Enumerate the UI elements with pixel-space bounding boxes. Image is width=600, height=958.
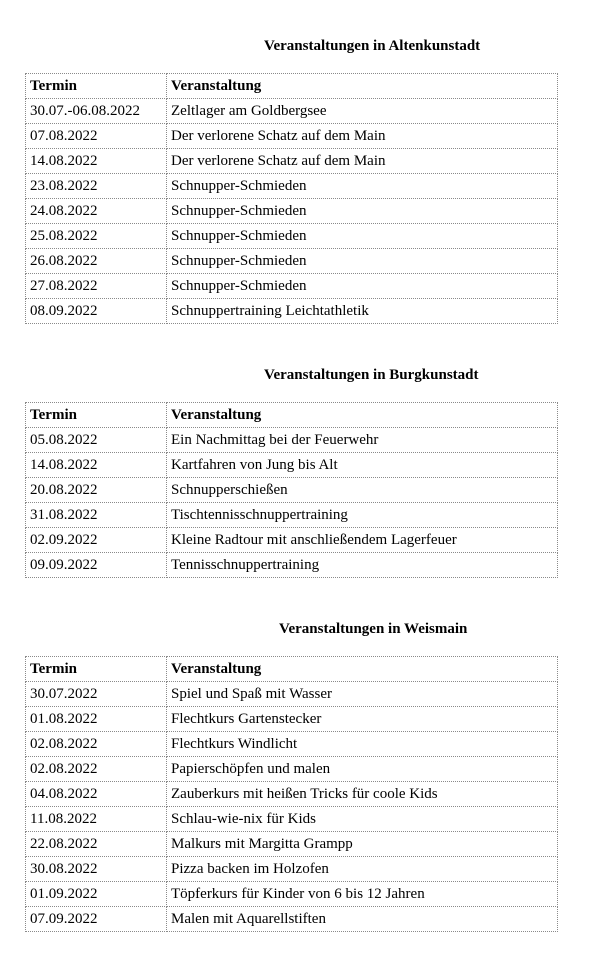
table-row [26, 732, 558, 757]
table-row [26, 882, 558, 907]
table-row [26, 249, 558, 274]
table-row [26, 528, 558, 553]
veranstaltung-cell: Tennisschnuppertraining [167, 553, 558, 578]
veranstaltung-cell: Kartfahren von Jung bis Alt [167, 453, 558, 478]
section-title: Veranstaltungen in Burgkunstadt [264, 367, 479, 383]
header-veranstaltung: Veranstaltung [167, 74, 558, 99]
veranstaltung-cell: Ein Nachmittag bei der Feuerwehr [167, 428, 558, 453]
veranstaltung-cell: Spiel und Spaß mit Wasser [167, 682, 558, 707]
table-row [26, 428, 558, 453]
veranstaltung-cell: Papierschöpfen und malen [167, 757, 558, 782]
veranstaltung-cell: Flechtkurs Gartenstecker [167, 707, 558, 732]
header-termin: Termin [26, 74, 167, 99]
termin-cell: 02.09.2022 [26, 528, 167, 553]
termin-cell: 27.08.2022 [26, 274, 167, 299]
veranstaltung-cell: Malen mit Aquarellstiften [167, 907, 558, 932]
veranstaltung-cell: Schnupperschießen [167, 478, 558, 503]
table-row [26, 224, 558, 249]
table-row [26, 149, 558, 174]
termin-cell: 01.09.2022 [26, 882, 167, 907]
table-row [26, 174, 558, 199]
termin-cell: 20.08.2022 [26, 478, 167, 503]
table-row [26, 757, 558, 782]
table-row [26, 682, 558, 707]
table-row [26, 807, 558, 832]
termin-cell: 02.08.2022 [26, 757, 167, 782]
termin-cell: 26.08.2022 [26, 249, 167, 274]
veranstaltung-cell: Töpferkurs für Kinder von 6 bis 12 Jahren [167, 882, 558, 907]
veranstaltung-cell: Schlau-wie-nix für Kids [167, 807, 558, 832]
veranstaltung-cell: Schnupper-Schmieden [167, 199, 558, 224]
table-row [26, 782, 558, 807]
veranstaltung-cell: Pizza backen im Holzofen [167, 857, 558, 882]
section-title: Veranstaltungen in Altenkunstadt [264, 38, 481, 54]
table-row [26, 124, 558, 149]
termin-cell: 14.08.2022 [26, 453, 167, 478]
termin-cell: 05.08.2022 [26, 428, 167, 453]
termin-cell: 07.09.2022 [26, 907, 167, 932]
termin-cell: 14.08.2022 [26, 149, 167, 174]
termin-cell: 24.08.2022 [26, 199, 167, 224]
table-header-row [26, 403, 558, 428]
veranstaltung-cell: Tischtennisschnuppertraining [167, 503, 558, 528]
header-veranstaltung: Veranstaltung [167, 403, 558, 428]
table-row [26, 199, 558, 224]
termin-cell: 30.08.2022 [26, 857, 167, 882]
termin-cell: 11.08.2022 [26, 807, 167, 832]
table-header-row [26, 657, 558, 682]
table-row [26, 503, 558, 528]
termin-cell: 07.08.2022 [26, 124, 167, 149]
table-row [26, 274, 558, 299]
table-row [26, 453, 558, 478]
veranstaltung-cell: Der verlorene Schatz auf dem Main [167, 149, 558, 174]
veranstaltung-cell: Zauberkurs mit heißen Tricks für coole Kids [167, 782, 558, 807]
termin-cell: 25.08.2022 [26, 224, 167, 249]
termin-cell: 02.08.2022 [26, 732, 167, 757]
table-header-row [26, 74, 558, 99]
termin-cell: 30.07.2022 [26, 682, 167, 707]
events-table-burgkunstadt [25, 402, 558, 578]
table-row [26, 707, 558, 732]
veranstaltung-cell: Flechtkurs Windlicht [167, 732, 558, 757]
veranstaltung-cell: Zeltlager am Goldbergsee [167, 99, 558, 124]
termin-cell: 23.08.2022 [26, 174, 167, 199]
table-row [26, 907, 558, 932]
header-termin: Termin [26, 403, 167, 428]
table-row [26, 553, 558, 578]
termin-cell: 22.08.2022 [26, 832, 167, 857]
table-row [26, 299, 558, 324]
header-termin: Termin [26, 657, 167, 682]
events-table-altenkunstadt [25, 73, 558, 324]
veranstaltung-cell: Der verlorene Schatz auf dem Main [167, 124, 558, 149]
table-row [26, 478, 558, 503]
veranstaltung-cell: Kleine Radtour mit anschließendem Lagerfeuer [167, 528, 558, 553]
section-title: Veranstaltungen in Weismain [279, 621, 468, 637]
veranstaltung-cell: Schnupper-Schmieden [167, 174, 558, 199]
veranstaltung-cell: Schnupper-Schmieden [167, 224, 558, 249]
termin-cell: 01.08.2022 [26, 707, 167, 732]
events-table-weismain [25, 656, 558, 932]
veranstaltung-cell: Malkurs mit Margitta Grampp [167, 832, 558, 857]
veranstaltung-cell: Schnupper-Schmieden [167, 249, 558, 274]
table-row [26, 99, 558, 124]
termin-cell: 08.09.2022 [26, 299, 167, 324]
header-veranstaltung: Veranstaltung [167, 657, 558, 682]
table-row [26, 857, 558, 882]
veranstaltung-cell: Schnuppertraining Leichtathletik [167, 299, 558, 324]
termin-cell: 09.09.2022 [26, 553, 167, 578]
termin-cell: 30.07.-06.08.2022 [26, 99, 167, 124]
termin-cell: 04.08.2022 [26, 782, 167, 807]
termin-cell: 31.08.2022 [26, 503, 167, 528]
table-row [26, 832, 558, 857]
veranstaltung-cell: Schnupper-Schmieden [167, 274, 558, 299]
